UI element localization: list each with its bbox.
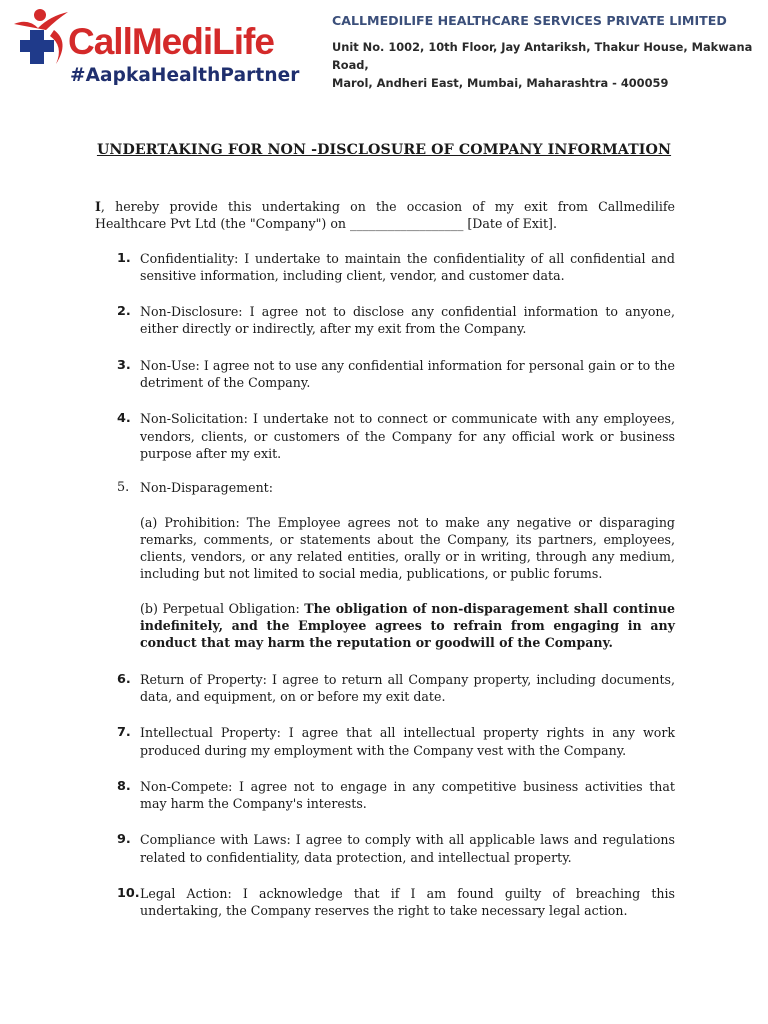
list-item (95, 671, 675, 706)
list-item (95, 778, 675, 813)
logo-wordmark: CallMediLife (68, 21, 274, 62)
company-address-line-2: Marol, Andheri East, Mumbai, Maharashtra - 400059 (332, 76, 669, 90)
item-text: Non-Disclosure: I agree not to disclose any confidential information to anyone, either directly or indirectly, after my exit from the Company. (140, 304, 675, 337)
document-body (95, 198, 675, 920)
sub-clause-b-bold: The obligation of non-disparagement shall continue indefinitely, and the Employee agrees to refrain from engaging in any conduct that may harm the reputation or goodwill of the Company. (140, 600, 675, 651)
item-text: Compliance with Laws: I agree to comply with all applicable laws and regulations related to confidentiality, data protection, and intellectual property. (140, 832, 675, 865)
item-number: 5. (117, 480, 130, 496)
item-number: 8. (117, 778, 131, 794)
list-item (95, 410, 675, 462)
sub-clause-b-label: (b) Perpetual Obligation: (140, 600, 305, 616)
medical-cross-logo-icon (10, 6, 74, 66)
company-name: CALLMEDILIFE HEALTHCARE SERVICES PRIVATE LIMITED (332, 13, 727, 28)
item-text: Non-Use: I agree not to use any confidential information for personal gain or to the detriment of the Company. (140, 357, 675, 391)
list-item (95, 357, 675, 392)
intro-text: , hereby provide this undertaking on the occasion of my exit from Callmedilife Healthcare Pvt Ltd (the "Company") on __________________ [Date of Exit]. (95, 199, 675, 232)
company-address-line-1: Unit No. 1002, 10th Floor, Jay Antariksh, Thakur House, Makwana Road, (332, 40, 753, 72)
company-logo (10, 4, 310, 90)
item-number: 2. (117, 304, 131, 320)
sub-clause-b (140, 600, 675, 652)
item-text: Confidentiality: I undertake to maintain the confidentiality of all confidential and sensitive information, including client, vendor, and customer data. (140, 250, 675, 283)
list-item (95, 885, 675, 920)
item-text: Intellectual Property: I agree that all intellectual property rights in any work produced during my employment with the Company vest with the Company. (140, 725, 675, 758)
item-text: Non-Compete: I agree not to engage in any competitive business activities that may harm the Company's interests. (140, 778, 675, 812)
undertaking-list (95, 250, 675, 920)
company-info (332, 12, 758, 92)
sub-clause-a: (a) Prohibition: The Employee agrees not to make any negative or disparaging remarks, comments, or statements about the Company, its partners, employees, clients, vendors, or any related entities, orally or in writing, through any medium, including but not limited to social media, publications, or public forums. (140, 514, 675, 582)
list-item (95, 303, 675, 338)
item-text: Non-Disparagement: (140, 480, 273, 496)
item-number: 1. (117, 250, 131, 266)
item-number: 9. (117, 832, 131, 848)
list-item (95, 831, 675, 866)
intro-paragraph (95, 198, 675, 233)
list-item (95, 250, 675, 285)
letterhead (0, 0, 768, 92)
item-text: Non-Solicitation: I undertake not to connect or communicate with any employees, vendors, clients, or customers of the Company for any official work or business purpose after my exit. (140, 411, 675, 461)
item-text: Return of Property: I agree to return all Company property, including documents, data, and equipment, on or before my exit date. (140, 671, 675, 704)
item-number: 3. (117, 357, 131, 373)
list-item (95, 479, 675, 651)
item-number: 7. (117, 725, 131, 741)
item-text: Legal Action: I acknowledge that if I am found guilty of breaching this undertaking, the Company reserves the right to take necessary legal action. (140, 886, 675, 919)
list-item (95, 724, 675, 759)
tagline: #AapkaHealthPartner (70, 65, 300, 86)
intro-bold: I (95, 199, 101, 214)
item-number: 10. (117, 886, 140, 902)
item-number: 6. (117, 671, 131, 687)
item-number: 4. (117, 411, 131, 427)
document-title: UNDERTAKING FOR NON -DISCLOSURE OF COMPANY INFORMATION (96, 142, 672, 158)
